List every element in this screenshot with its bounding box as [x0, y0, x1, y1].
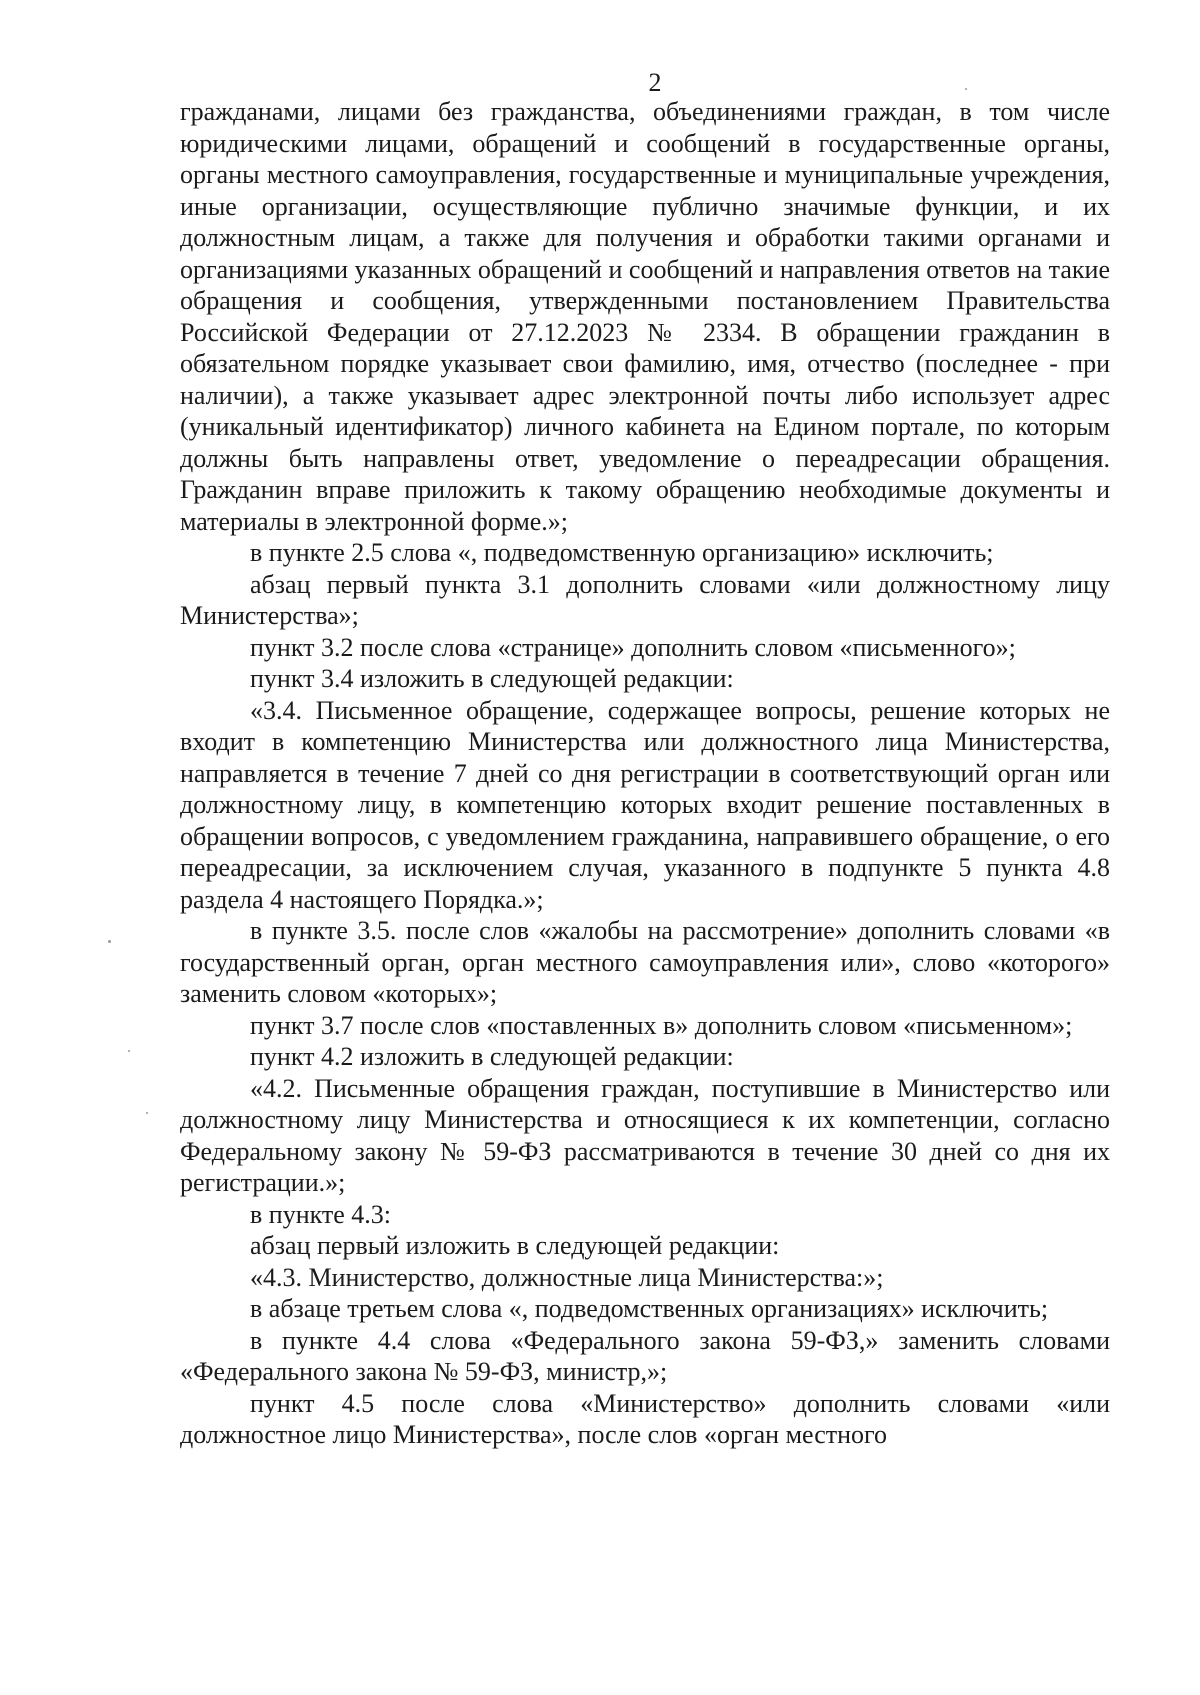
paragraph-continuation: гражданами, лицами без гражданства, объединениями граждан, в том числе юридическими лицами, обращений и сообщений в государственные органы, органы местного самоуправления, государственные и муниципальные учреждения, иные организации, осуществляющие публично значимые функции, и их должностным лицам, а также для получения и обработки такими органами и организациями указанных обращений и сообщений и направления ответов на такие обращения и сообщения, утвержденными постановлением Правительства Российской Федерации от 27.12.2023 № 2334. В обращении гражданин в обязательном порядке указывает свои фамилию, имя, отчество (последнее - при наличии), а также указывает адрес электронной почты либо использует адрес (уникальный идентификатор) личного кабинета на Едином портале, по которым должны быть направлены ответ, уведомление о переадресации обращения. Гражданин вправе приложить к такому обращению необходимые документы и материалы в электронной форме.»;: [180, 97, 1110, 536]
paragraph-item-2-5: в пункте 2.5 слова «, подведомственную организацию» исключить;: [250, 538, 994, 567]
paragraph-item-4-3-intro: в пункте 4.3:: [250, 1199, 392, 1229]
document-body: [180, 96, 1110, 1451]
paragraph-item-3-7: пункт 3.7 после слов «поставленных в» дополнить словом «письменном»;: [250, 1010, 1073, 1040]
paragraph-item-4-3-text: «4.3. Министерство, должностные лица Министерства:»;: [250, 1262, 884, 1292]
paragraph-item-3-1: абзац первый пункта 3.1 дополнить словами «или должностному лицу Министерства»;: [180, 569, 1110, 630]
paragraph-item-4-3-third: в абзаце третьем слова «, подведомственных организациях» исключить;: [250, 1294, 1049, 1323]
paragraph-item-3-5: в пункте 3.5. после слов «жалобы на рассмотрение» дополнить словами «в государственный орган, орган местного самоуправления или», слово «которого» заменить словом «которых»;: [180, 916, 1110, 1008]
paragraph-item-3-4-text: «3.4. Письменное обращение, содержащее вопросы, решение которых не входит в компетенцию Министерства или должностного лица Министерства, направляется в течение 7 дней со дня регистрации в соответствующий орган или должностному лицу, в компетенцию которых входит решение поставленных в обращении вопросов, с уведомлением гражданина, направившего обращение, о его переадресации, за исключением случая, указанного в подпункте 5 пункта 4.8 раздела 4 настоящего Порядка.»;: [180, 695, 1110, 914]
paragraph-item-4-4: в пункте 4.4 слова «Федерального закона 59-ФЗ,» заменить словами «Федерального закона № 59-ФЗ, министр,»;: [180, 1325, 1110, 1386]
paragraph-item-4-2-text: «4.2. Письменные обращения граждан, поступившие в Министерство или должностному лицу Министерства и относящиеся к их компетенции, согласно Федеральному закону № 59-ФЗ рассматриваются в течение 30 дней со дня их регистрации.»;: [180, 1073, 1110, 1197]
scan-speck: [965, 88, 967, 90]
paragraph-item-4-5: пункт 4.5 после слова «Министерство» дополнить словами «или должностное лицо Министерства», после слов «орган местного: [180, 1388, 1110, 1449]
page-number: 2: [648, 68, 662, 97]
scan-speck: [146, 1112, 148, 1114]
scan-speck: [108, 940, 111, 943]
paragraph-item-3-2: пункт 3.2 после слова «странице» дополнить словом «письменного»;: [250, 632, 1016, 662]
scan-speck: [128, 1050, 130, 1052]
paragraph-item-3-4-intro: пункт 3.4 изложить в следующей редакции:: [250, 664, 734, 693]
paragraph-item-4-2-intro: пункт 4.2 изложить в следующей редакции:: [250, 1042, 734, 1071]
paragraph-item-4-3-first: абзац первый изложить в следующей редакции:: [250, 1231, 780, 1260]
